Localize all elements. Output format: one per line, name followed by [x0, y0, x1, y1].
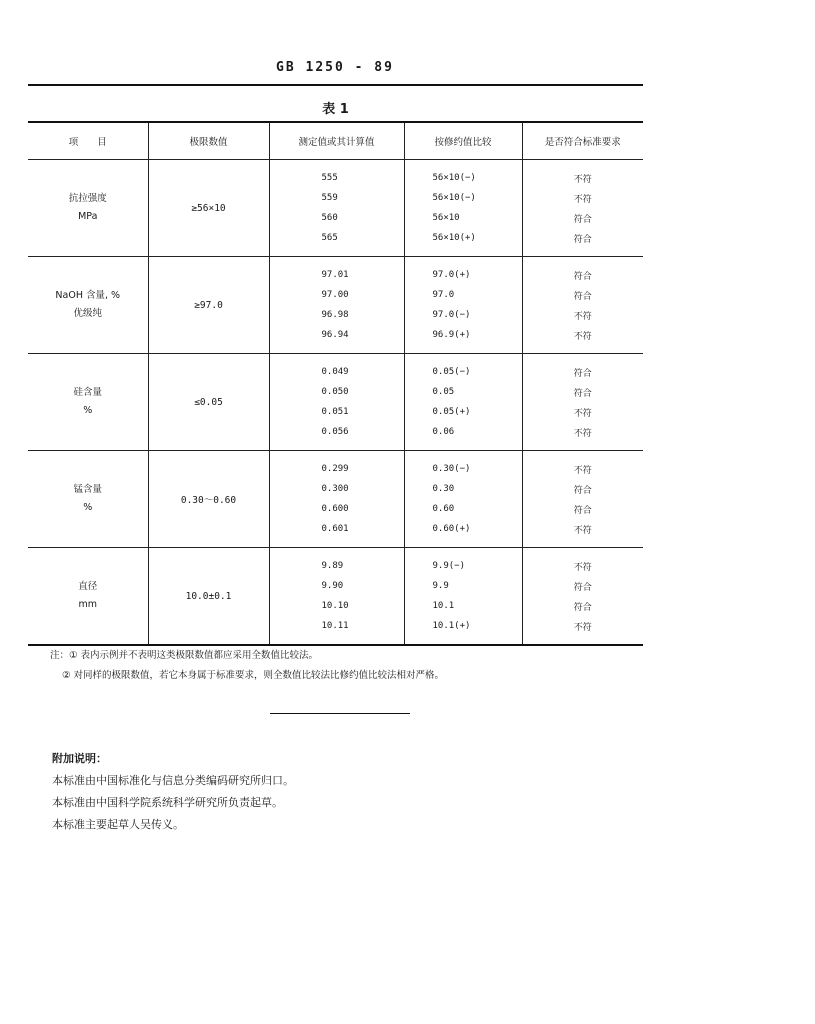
- standard-code-header: GB 1250 - 89: [276, 60, 394, 75]
- conformity-cell: [522, 160, 643, 257]
- conformity-cell: [522, 257, 643, 354]
- additional-notes: [52, 748, 294, 836]
- rounded-cell: [404, 257, 522, 354]
- conformity-value: 不符: [573, 622, 592, 633]
- rounded-cell: [404, 160, 522, 257]
- item-name: 锰含量: [73, 484, 102, 495]
- table-title: 表 1: [322, 102, 349, 117]
- conformity-value: 不符: [573, 465, 592, 476]
- measured-cell: [269, 160, 404, 257]
- rounded-value: 0.06: [432, 427, 455, 437]
- rounded-cell: [404, 451, 522, 548]
- rounded-cell: [404, 548, 522, 646]
- conformity-value: 符合: [573, 291, 592, 302]
- conformity-value: 符合: [573, 214, 592, 225]
- measured-cell: [269, 257, 404, 354]
- measured-value: 565: [321, 233, 338, 243]
- conformity-value: 符合: [573, 505, 592, 516]
- measured-cell: [269, 548, 404, 646]
- item-cell: [28, 160, 148, 257]
- item-cell: [28, 451, 148, 548]
- item-unit: %: [83, 405, 93, 416]
- measured-cell: [269, 354, 404, 451]
- rounded-value: 10.1: [432, 601, 455, 611]
- rounded-value: 56×10(−): [432, 173, 476, 183]
- measured-value: 96.94: [321, 330, 349, 340]
- table-row: [28, 160, 643, 257]
- rounded-value: 9.9(−): [432, 561, 466, 571]
- measured-value: 559: [321, 193, 338, 203]
- conformity-cell: [522, 451, 643, 548]
- measured-value: 96.98: [321, 310, 349, 320]
- conformity-value: 不符: [573, 194, 592, 205]
- measured-value: 0.049: [321, 367, 349, 377]
- item-name: 抗拉强度: [68, 193, 107, 204]
- measured-value: 0.601: [321, 524, 349, 534]
- item-name: 硅含量: [73, 387, 102, 398]
- item-cell: [28, 354, 148, 451]
- conformity-value: 不符: [573, 408, 592, 419]
- table-header-row: [28, 122, 643, 160]
- conformity-cell: [522, 354, 643, 451]
- conformity-value: 符合: [573, 602, 592, 613]
- item-name: 直径: [78, 581, 98, 592]
- rounded-value: 0.60: [432, 504, 455, 514]
- rounded-value: 56×10(+): [432, 233, 476, 243]
- column-header-item: 项 目: [28, 122, 148, 160]
- section-divider: [270, 713, 410, 714]
- measured-value: 97.01: [321, 270, 349, 280]
- column-header-conformity: 是否符合标准要求: [522, 122, 643, 160]
- limit-cell: ≥56×10: [148, 160, 269, 257]
- limit-cell: ≤0.05: [148, 354, 269, 451]
- table-row: [28, 451, 643, 548]
- measured-cell: [269, 451, 404, 548]
- conformity-cell: [522, 548, 643, 646]
- additional-note-line: 本标准由中国科学院系统科学研究所负责起草。: [52, 796, 283, 809]
- additional-note-line: 本标准由中国标准化与信息分类编码研究所归口。: [52, 774, 294, 787]
- measured-value: 0.050: [321, 387, 349, 397]
- measured-value: 0.600: [321, 504, 349, 514]
- measured-value: 10.11: [321, 621, 349, 631]
- measured-value: 555: [321, 173, 338, 183]
- additional-note-line: 本标准主要起草人吴传义。: [52, 818, 184, 831]
- rounded-value: 97.0(−): [432, 310, 471, 320]
- measured-value: 0.299: [321, 464, 349, 474]
- column-header-rounded: 按修约值比较: [404, 122, 522, 160]
- rounded-value: 0.30(−): [432, 464, 471, 474]
- comparison-table: [28, 121, 643, 646]
- rounded-value: 96.9(+): [432, 330, 471, 340]
- table-row: [28, 354, 643, 451]
- conformity-value: 符合: [573, 485, 592, 496]
- rounded-value: 56×10: [432, 213, 460, 223]
- item-unit: mm: [78, 599, 97, 610]
- conformity-value: 不符: [573, 562, 592, 573]
- conformity-value: 不符: [573, 311, 592, 322]
- rounded-value: 0.30: [432, 484, 455, 494]
- conformity-value: 符合: [573, 271, 592, 282]
- limit-cell: 0.30～0.60: [148, 451, 269, 548]
- measured-value: 9.89: [321, 561, 344, 571]
- conformity-value: 符合: [573, 388, 592, 399]
- rounded-value: 0.05(−): [432, 367, 471, 377]
- limit-cell: 10.0±0.1: [148, 548, 269, 646]
- measured-value: 9.90: [321, 581, 344, 591]
- column-header-limit: 极限数值: [148, 122, 269, 160]
- item-cell: [28, 257, 148, 354]
- table-notes: [50, 646, 444, 686]
- conformity-value: 不符: [573, 331, 592, 342]
- rounded-value: 0.60(+): [432, 524, 471, 534]
- conformity-value: 不符: [573, 174, 592, 185]
- measured-value: 0.300: [321, 484, 349, 494]
- measured-value: 560: [321, 213, 338, 223]
- conformity-value: 不符: [573, 428, 592, 439]
- measured-value: 0.051: [321, 407, 349, 417]
- conformity-value: 符合: [573, 368, 592, 379]
- conformity-value: 不符: [573, 525, 592, 536]
- measured-value: 0.056: [321, 427, 349, 437]
- rounded-value: 97.0(+): [432, 270, 471, 280]
- limit-cell: ≥97.0: [148, 257, 269, 354]
- conformity-value: 符合: [573, 234, 592, 245]
- rounded-value: 56×10(−): [432, 193, 476, 203]
- item-unit: MPa: [78, 211, 98, 222]
- rounded-value: 0.05(+): [432, 407, 471, 417]
- rounded-value: 0.05: [432, 387, 455, 397]
- column-header-measured: 测定值或其计算值: [269, 122, 404, 160]
- measured-value: 10.10: [321, 601, 349, 611]
- additional-notes-title: 附加说明：: [52, 752, 107, 765]
- item-unit: 优级纯: [73, 308, 102, 319]
- measured-value: 97.00: [321, 290, 349, 300]
- item-cell: [28, 548, 148, 646]
- rounded-value: 10.1(+): [432, 621, 471, 631]
- table-row: [28, 548, 643, 646]
- table-row: [28, 257, 643, 354]
- item-unit: %: [83, 502, 93, 513]
- rounded-value: 9.9: [432, 581, 449, 591]
- conformity-value: 符合: [573, 582, 592, 593]
- header-rule: [28, 84, 643, 86]
- rounded-cell: [404, 354, 522, 451]
- rounded-value: 97.0: [432, 290, 455, 300]
- item-name: NaOH 含量, %: [55, 290, 121, 301]
- note-1: 注：① 表内示例并不表明这类极限数值都应采用全数值比较法。: [50, 650, 319, 661]
- note-2: ② 对同样的极限数值，若它本身属于标准要求，则全数值比较法比修约值比较法相对严格。: [62, 670, 445, 681]
